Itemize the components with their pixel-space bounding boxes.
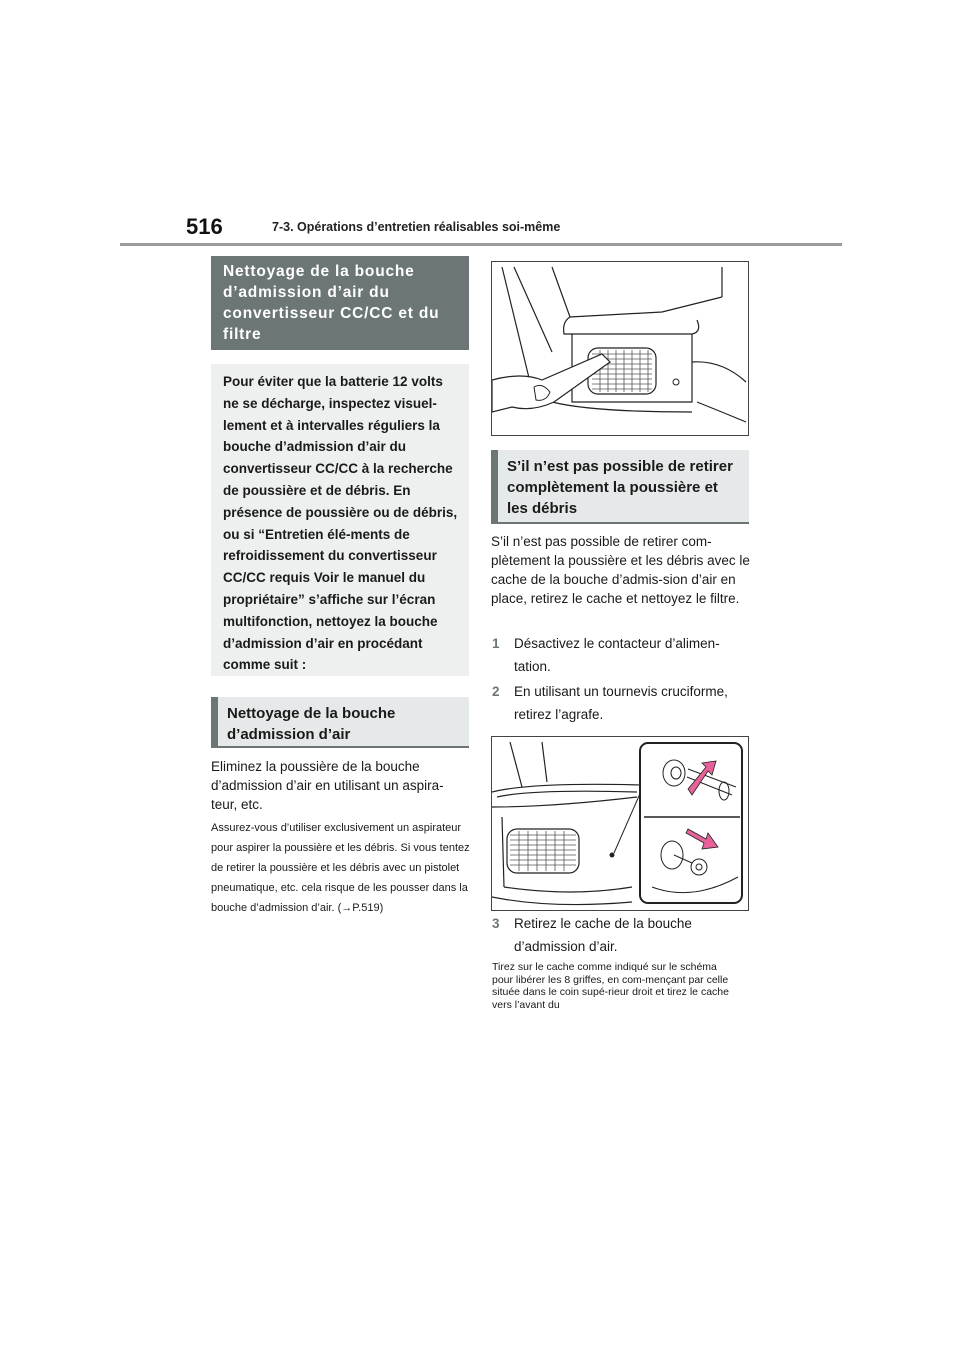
illustration-clip-removal [491, 736, 749, 911]
section-header: 7-3. Opérations d’entretien réalisables soi-même [272, 220, 561, 234]
header-rule [120, 243, 842, 246]
subtitle-air-intake: Nettoyage de la bouche d’admission d’air [211, 697, 469, 746]
step-number: 3 [492, 916, 500, 931]
step-text: Désactivez le contacteur d’alimen-tation. [514, 636, 720, 674]
step-3 [492, 912, 752, 958]
body-text-vacuum: Eliminez la poussière de la bouche d’admission d’air en utilisant un aspira-teur, etc. [211, 759, 444, 812]
body-text-remove-cover: S’il n’est pas possible de retirer com-plètement la poussière et les débris avec le cache de la bouche d’admis-sion d’air en place, retirez le cache et nettoyez le filtre. [491, 534, 750, 606]
step-3-note: Tirez sur le cache comme indiqué sur le schéma pour libérer les 8 griffes, en com-mençant par celle située dans le coin supé-rieur droit et tirez le cache vers l’avant du [492, 961, 729, 1011]
step-text: En utilisant un tournevis cruciforme, retirez l’agrafe. [514, 684, 728, 722]
intro-box: Pour éviter que la batterie 12 volts ne se décharge, inspectez visuel-lement et à intervalles réguliers la bouche d’admission d’air du convertisseur CC/CC à la recherche de poussière et de débris. En présence de poussière ou de débris, ou si “Entretien élé-ments de refroidissement du convertisseur CC/CC requis Voir le manuel du propriétaire” s’affiche sur l’écran multifonction, nettoyez la bouche d’admission d’air en procédant comme suit : [211, 364, 469, 676]
illustration-vacuum-cleaning [491, 261, 749, 436]
main-title: Nettoyage de la bouche d’admission d’air du convertisseur CC/CC et du filtre [211, 256, 469, 350]
subtitle-if-not-removable: S’il n’est pas possible de retirer complètement la poussière et les débris [491, 450, 749, 522]
step-1 [492, 632, 752, 678]
step-number: 2 [492, 684, 500, 699]
step-2 [492, 680, 752, 726]
note-text: Assurez-vous d’utiliser exclusivement un aspirateur pour aspirer la poussière et les débris. Si vous tentez de retirer la poussière et les débris avec un pistolet pneumatique, etc. cela risque de les pousser dans la bouche d’admission d’air. (→P.519) [211, 822, 470, 914]
step-text: Retirez le cache de la bouche d’admission d’air. [514, 916, 692, 954]
page-number: 516 [186, 214, 223, 239]
step-number: 1 [492, 636, 500, 651]
